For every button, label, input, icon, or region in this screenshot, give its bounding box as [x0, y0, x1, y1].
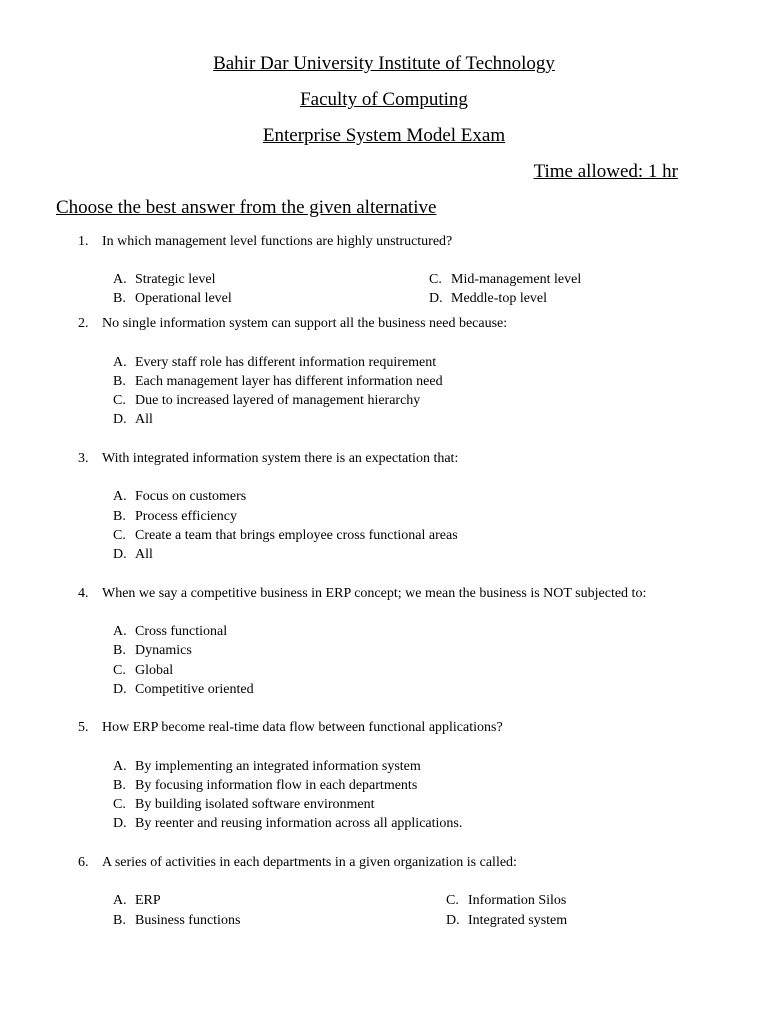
option-c: C. Due to increased layered of management hierarchy	[113, 393, 421, 408]
question-text: A series of activities in each departments in a given organization is called:	[102, 855, 517, 870]
option-c: C. Create a team that brings employee cross functional areas	[113, 528, 458, 543]
question-text: In which management level functions are highly unstructured?	[102, 234, 453, 249]
option-a: A. Every staff role has different information requirement	[113, 355, 437, 370]
question-text: When we say a competitive business in ERP concept; we mean the business is NOT subjected to:	[102, 586, 647, 601]
option-a: A. Focus on customers	[113, 489, 247, 504]
question-text: How ERP become real-time data flow between functional applications?	[102, 720, 503, 735]
option-d: D. All	[113, 547, 153, 562]
question-number: 3.	[78, 451, 89, 466]
question-4	[78, 584, 678, 603]
option-b: B. Business functions	[113, 913, 241, 928]
option-d: D. By reenter and reusing information across all applications.	[113, 816, 463, 831]
question-number: 1.	[78, 234, 89, 249]
option-b: B. Process efficiency	[113, 509, 237, 524]
time-allowed: Time allowed: 1 hr	[533, 161, 678, 182]
question-number: 5.	[78, 720, 89, 735]
option-a: A. By implementing an integrated information system	[113, 759, 421, 774]
option-a: A. Strategic level	[113, 272, 216, 287]
question-6	[78, 853, 678, 872]
option-d: D. Competitive oriented	[113, 682, 254, 697]
instruction: Choose the best answer from the given alternative	[56, 197, 437, 218]
option-c: C. By building isolated software environment	[113, 797, 375, 812]
question-text: No single information system can support all the business need because:	[102, 316, 508, 331]
question-1	[78, 232, 678, 251]
question-3	[78, 449, 678, 468]
option-b: B. Operational level	[113, 291, 232, 306]
faculty-title: Faculty of Computing	[300, 89, 468, 110]
option-b: B. By focusing information flow in each departments	[113, 778, 418, 793]
option-d: D. Integrated system	[446, 913, 568, 928]
option-d: D. Meddle-top level	[429, 291, 548, 306]
question-number: 6.	[78, 855, 89, 870]
option-b: B. Dynamics	[113, 643, 192, 658]
university-title: Bahir Dar University Institute of Technology	[213, 53, 555, 74]
option-c: C. Information Silos	[446, 893, 567, 908]
question-5	[78, 718, 678, 737]
option-c: C. Global	[113, 663, 174, 678]
option-a: A. Cross functional	[113, 624, 228, 639]
exam-title: Enterprise System Model Exam	[262, 125, 506, 146]
question-number: 4.	[78, 586, 89, 601]
question-2	[78, 314, 678, 333]
option-d: D. All	[113, 412, 153, 427]
option-c: C. Mid-management level	[429, 272, 582, 287]
question-text: With integrated information system there is an expectation that:	[102, 451, 459, 466]
option-a: A. ERP	[113, 893, 161, 908]
option-b: B. Each management layer has different information need	[113, 374, 443, 389]
question-number: 2.	[78, 316, 89, 331]
